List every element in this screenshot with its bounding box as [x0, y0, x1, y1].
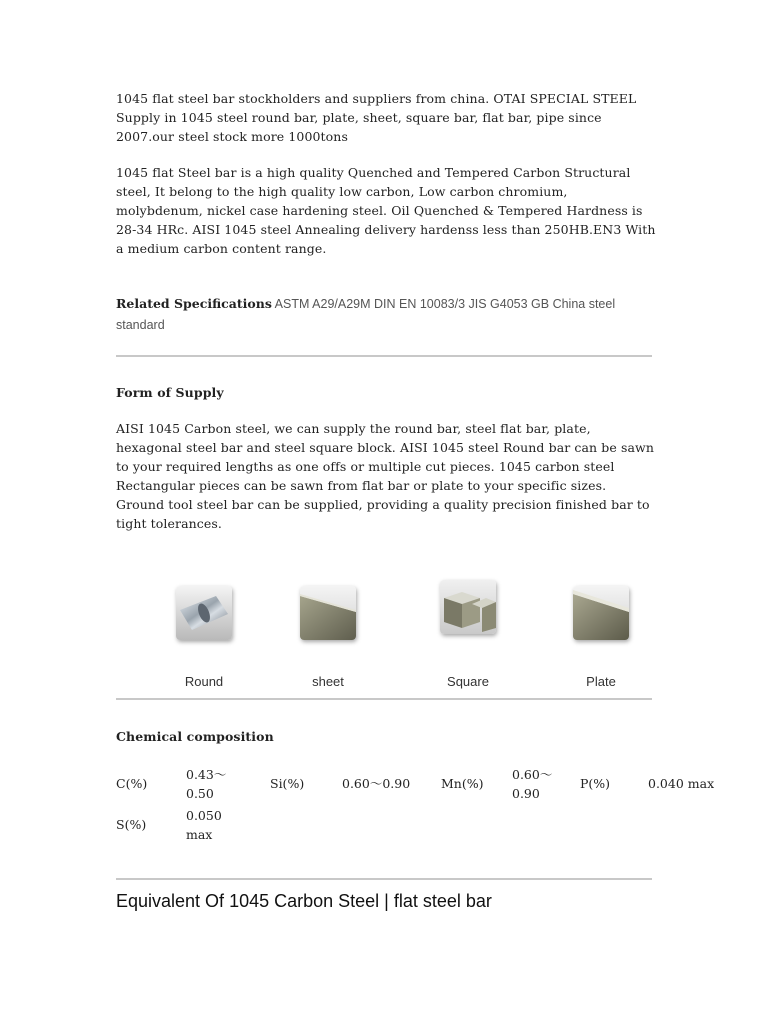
table-cell-value: 0.050 max	[186, 808, 222, 842]
related-specifications-value: ASTM A29/A29M DIN EN 10083/3 JIS G4053 GB China steel standard	[116, 297, 616, 332]
sheet-icon	[300, 586, 356, 640]
table-cell-element: Si(%)	[270, 776, 305, 791]
divider	[116, 698, 652, 700]
divider	[116, 878, 652, 880]
table-cell-value: 0.040 max	[648, 776, 715, 791]
form-of-supply-text: AISI 1045 Carbon steel, we can supply the round bar, steel flat bar, plate, hexagonal steel bar and steel square block. AISI 1045 steel Round bar can be sawn to your required lengths as one offs or multiple cut pieces. 1045 carbon steel Rectangular pieces can be sawn from flat bar or plate to your specific sizes. Ground tool steel bar can be supplied, providing a quality precision finished bar to tight tolerances.	[116, 421, 654, 531]
square-block-icon	[440, 580, 496, 634]
chemical-composition-heading: Chemical composition	[116, 729, 274, 744]
table-cell-value: 0.60～0.90	[512, 767, 553, 801]
table-cell-element: C(%)	[116, 776, 148, 791]
round-bar-icon	[176, 586, 232, 640]
table-cell-element: Mn(%)	[441, 776, 484, 791]
supply-label-square: Square	[447, 674, 489, 689]
divider	[116, 355, 652, 357]
related-specifications-label: Related Specifications	[116, 296, 272, 311]
supply-label-round: Round	[184, 674, 224, 689]
form-of-supply-heading: Form of Supply	[116, 385, 224, 400]
table-cell-value: 0.60～0.90	[342, 776, 411, 791]
table-cell-element: P(%)	[580, 776, 611, 791]
equivalent-heading: Equivalent Of 1045 Carbon Steel | flat steel bar	[116, 891, 492, 911]
intro-paragraph-1: 1045 flat steel bar stockholders and suppliers from china. OTAI SPECIAL STEEL Supply in 1045 steel round bar, plate, sheet, square bar, flat bar, pipe since 2007.our steel stock more 1000tons	[116, 91, 637, 144]
table-cell-element: S(%)	[116, 817, 147, 832]
related-specifications	[116, 293, 656, 335]
plate-icon	[573, 586, 629, 640]
supply-label-plate: Plate	[586, 674, 616, 689]
supply-label-sheet: sheet	[312, 674, 344, 689]
intro-paragraph-2: 1045 flat Steel bar is a high quality Quenched and Tempered Carbon Structural steel, It belong to the high quality low carbon, Low carbon chromium, molybdenum, nickel case hardening steel. Oil Quenched & Tempered Hardness is 28-34 HRc. AISI 1045 steel Annealing delivery hardenss less than 250HB.EN3 With a medium carbon content range.	[116, 165, 656, 256]
table-cell-value: 0.43～0.50	[186, 767, 227, 801]
